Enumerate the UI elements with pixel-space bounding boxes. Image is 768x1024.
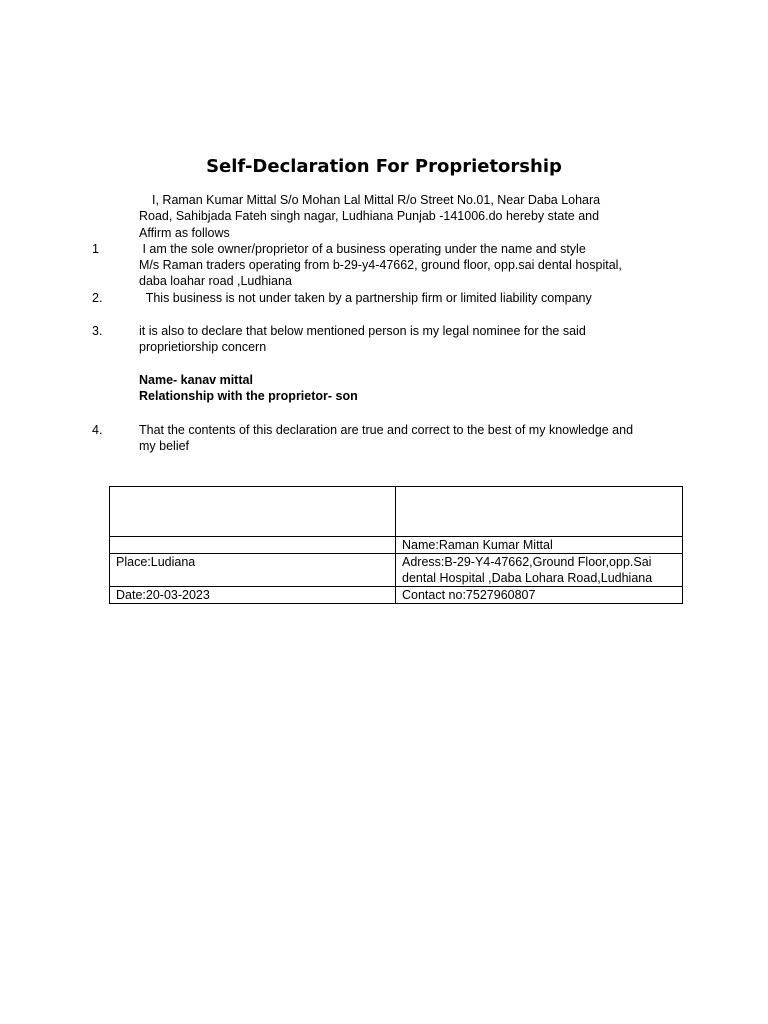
item-number-4: 4. [92, 423, 103, 437]
item-1-line-1: I am the sole owner/proprietor of a business operating under the name and style [139, 242, 586, 256]
table-row [110, 487, 683, 537]
item-3-line-1: it is also to declare that below mentioned person is my legal nominee for the said [139, 324, 586, 338]
page-title: Self-Declaration For Proprietorship [206, 156, 562, 177]
name-cell: Name:Raman Kumar Mittal [396, 537, 683, 554]
table-row [110, 587, 683, 604]
contact-cell: Contact no:7527960807 [396, 587, 683, 604]
place-cell: Place:Ludiana [110, 554, 396, 587]
table-row [110, 537, 683, 554]
table-row [110, 554, 683, 587]
intro-line-1: I, Raman Kumar Mittal S/o Mohan Lal Mittal R/o Street No.01, Near Daba Lohara [152, 193, 601, 207]
table-cell [110, 537, 396, 554]
item-1-line-2: M/s Raman traders operating from b-29-y4-47662, ground floor, opp.sai dental hospital, [139, 258, 622, 272]
item-1-line-3: daba loahar road ,Ludhiana [139, 274, 292, 288]
nominee-name: Name- kanav mittal [139, 373, 253, 387]
item-3-line-2: proprietiorship concern [139, 340, 267, 354]
address-line-2: dental Hospital ,Daba Lohara Road,Ludhiana [402, 571, 653, 585]
item-4-line-2: my belief [139, 439, 190, 453]
item-number-1: 1 [92, 242, 99, 256]
item-number-2: 2. [92, 291, 103, 305]
address-line-1: Adress:B-29-Y4-47662,Ground Floor,opp.Sai [402, 555, 652, 569]
signature-cell-right [396, 487, 683, 537]
address-cell [396, 554, 683, 587]
intro-line-3: Affirm as follows [139, 226, 230, 240]
signature-cell-left [110, 487, 396, 537]
item-number-3: 3. [92, 324, 103, 338]
intro-line-2: Road, Sahibjada Fateh singh nagar, Ludhiana Punjab -141006.do hereby state and [139, 209, 600, 223]
item-4-line-1: That the contents of this declaration are true and correct to the best of my knowledge and [139, 423, 634, 437]
signature-table [109, 486, 683, 604]
date-cell: Date:20-03-2023 [110, 587, 396, 604]
item-2-line-1: This business is not under taken by a partnership firm or limited liability company [139, 291, 592, 305]
nominee-relationship: Relationship with the proprietor- son [139, 389, 358, 403]
